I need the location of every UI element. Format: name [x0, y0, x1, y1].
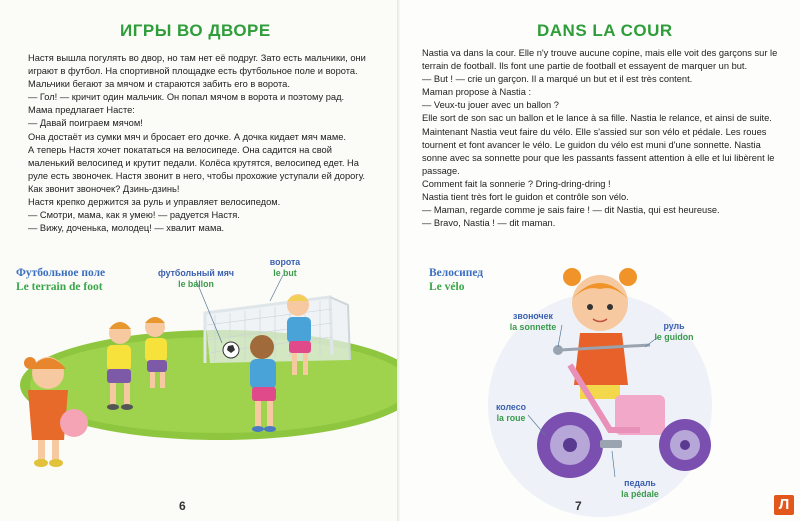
label-ball-fr: le ballon [178, 279, 214, 289]
caption-fr: Le terrain de foot [16, 281, 103, 293]
label-handlebar-ru: руль [663, 321, 685, 331]
paragraph: — Maman, regarde comme je sais faire ! — dit Nastia, qui est heureuse. [422, 205, 720, 216]
label-goal-fr: le but [273, 268, 297, 278]
label-pedal-fr: la pédale [621, 489, 659, 499]
paragraph: — Вижу, доченька, молодец! — хвалит мама. [28, 223, 225, 234]
label-bell-ru: звоночек [513, 311, 553, 321]
paragraph: — Смотри, мама, как я умею! — радуется Настя. [28, 210, 240, 221]
paragraph: Elle sort de son sac un ballon et le lance à sa fille. Nastia le relance, et ainsi de suite. [422, 113, 772, 124]
page-title-fr: DANS LA COUR [537, 21, 673, 40]
page-number-left: 6 [179, 499, 186, 513]
paragraph: Как звонит звоночек? Дзинь-дзинь! [28, 183, 180, 194]
paragraph: Nastia va dans la cour. Elle n'y trouve aucune copine, mais elle voit des garçons sur le terrain de football. Ils font une partie de football et essayent de marquer un but. [422, 48, 778, 72]
paragraph: — Гол! — кричит один мальчик. Он попал мячом в ворота и поэтому рад. [28, 92, 345, 103]
paragraph: Она достаёт из сумки мяч и бросает его дочке. А дочка кидает мяч маме. [28, 131, 346, 142]
label-pedal-ru: педаль [624, 478, 656, 488]
label-wheel [486, 402, 536, 424]
paragraph: — Давай поиграем мячом! [28, 118, 143, 129]
pedal [600, 440, 622, 448]
story-text-ru [28, 52, 378, 235]
paragraph: Настя вышла погулять во двор, но там нет её подруг. Зато есть мальчики, они играют в футбол. На спортивной площадке есть футбольное поле и ворота. Мальчики бегают за мячом и стараются забить его в ворота. [28, 53, 366, 90]
page-number-right: 7 [575, 499, 582, 513]
football-illustration [0, 255, 400, 521]
paragraph: Maman propose à Nastia : [422, 87, 532, 98]
label-ball [148, 268, 244, 290]
paragraph: — Veux-tu jouer avec un ballon ? [422, 100, 559, 111]
paragraph: Мама предлагает Насте: [28, 105, 135, 116]
paragraph: Comment fait la sonnerie ? Dring-dring-dring ! [422, 178, 611, 189]
caption-ru: Велосипед [429, 267, 484, 279]
label-bell-fr: la sonnette [509, 322, 557, 332]
paragraph: А теперь Настя хочет покататься на велосипеде. Она садится на свой маленький велосипед и крутит педали. Колёса крутятся, велосипед едет. На руле есть звоночек. Настя звонит в него, чтобы прохожие уступали ей дорогу. [28, 144, 365, 181]
right-page [400, 0, 800, 521]
paragraph: Настя крепко держится за руль и управляет велосипедом. [28, 197, 281, 208]
label-ball-ru: футбольный мяч [158, 268, 234, 278]
paragraph: Nastia tient très fort le guidon et contrôle son vélo. [422, 192, 629, 203]
caption-fr: Le vélo [429, 281, 465, 293]
label-handlebar-fr: le guidon [654, 332, 694, 342]
label-goal-ru: ворота [269, 257, 301, 267]
paragraph: — But ! — crie un garçon. Il a marqué un but et il est très content. [422, 74, 693, 85]
bicycle-illustration [400, 255, 800, 521]
label-goal [262, 257, 308, 279]
publisher-logo: Л [774, 495, 794, 515]
label-wheel-ru: колесо [496, 402, 526, 412]
label-pedal [610, 478, 670, 500]
paragraph: — Bravo, Nastia ! — dit maman. [422, 218, 556, 229]
story-text-fr [422, 47, 778, 230]
label-bell [498, 311, 568, 333]
label-wheel-fr: la roue [496, 413, 526, 423]
label-handlebar [646, 321, 702, 343]
paragraph: Maintenant Nastia veut faire du vélo. Elle s'assied sur son vélo et pédale. Les roues tournent et font avancer le vélo. Le guidon du vélo est muni d'une sonnette. Nastia sonne avec sa sonnette pour que les passants fassent attention à elle et lui libèrent le passage. [422, 126, 775, 176]
caption-ru: Футбольное поле [16, 267, 106, 279]
page-title-ru: ИГРЫ ВО ДВОРЕ [120, 21, 271, 40]
